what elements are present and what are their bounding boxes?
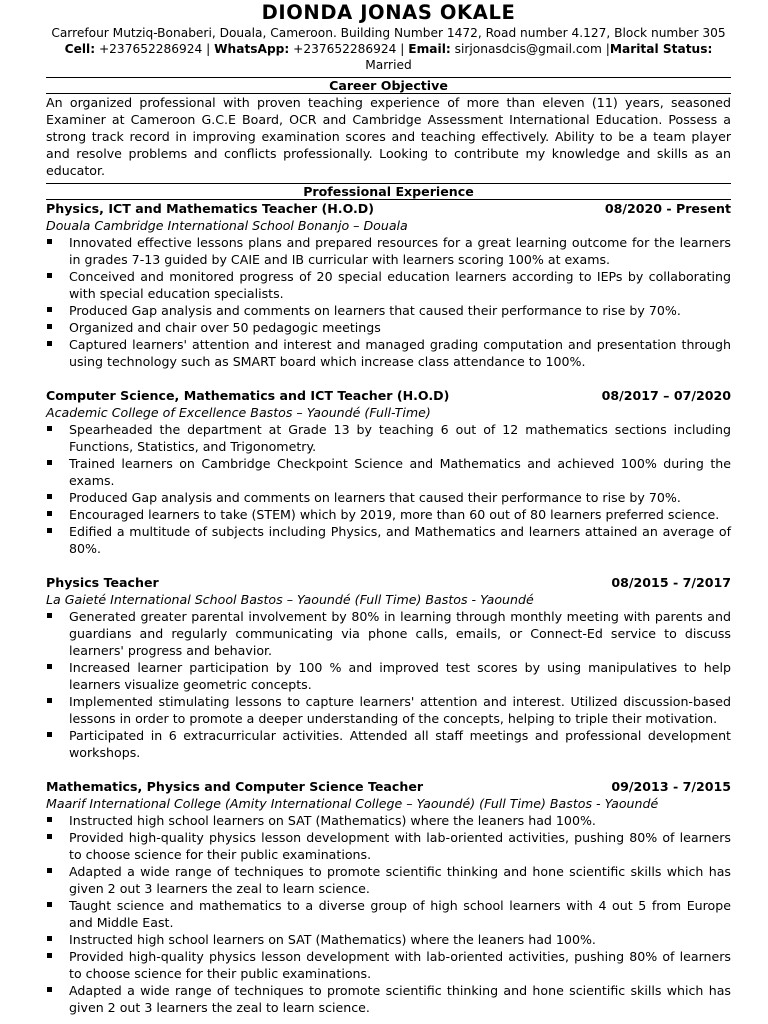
square-bullet-icon xyxy=(47,868,52,873)
bullet-item xyxy=(46,608,731,659)
bullet-text: Produced Gap analysis and comments on learners that caused their performance to rise by 70%. xyxy=(69,490,681,505)
job-title: Computer Science, Mathematics and ICT Teacher (H.O.D) xyxy=(46,388,450,403)
bullet-item xyxy=(46,948,731,982)
bullet-item xyxy=(46,268,731,302)
career-objective-text: An organized professional with proven teaching experience of more than eleven (11) years, seasoned Examiner at Cameroon G.C.E Board, OCR and Cambridge Assessment International Education. Possess a strong track record in improving examination scores and teaching effectively. Ability to be a team player and resolve problems and conflicts professionally. Looking to contribute my knowledge and skills as an educator. xyxy=(46,95,731,178)
cell-label: Cell: xyxy=(64,42,96,56)
square-bullet-icon xyxy=(47,324,52,329)
square-bullet-icon xyxy=(47,953,52,958)
contact-line xyxy=(46,41,731,73)
bullet-text: Adapted a wide range of techniques to promote scientific thinking and hone scientific skills which has given 2 out 3 learners the zeal to learn science. xyxy=(69,864,731,896)
bullet-text: Implemented stimulating lessons to capture learners' attention and interest. Utilized discussion-based lessons in order to promote a deeper understanding of the concepts, helping to triple their motivation. xyxy=(69,694,731,726)
bullet-item xyxy=(46,659,731,693)
bullet-item xyxy=(46,234,731,268)
job-bullets xyxy=(46,421,731,557)
bullet-item xyxy=(46,727,731,761)
bullet-text: Spearheaded the department at Grade 13 by teaching 6 out of 12 mathematics sections including Functions, Statistics, and Trigonometry. xyxy=(69,422,731,454)
bullet-item xyxy=(46,506,731,523)
bullet-item xyxy=(46,693,731,727)
job-header xyxy=(46,574,731,591)
square-bullet-icon xyxy=(47,936,52,941)
job-organization: Douala Cambridge International School Bonanjo – Douala xyxy=(46,218,408,233)
job-title: Mathematics, Physics and Computer Science Teacher xyxy=(46,779,424,794)
bullet-text: Conceived and monitored progress of 20 special education learners according to IEPs by collaborating with special education specialists. xyxy=(69,269,731,301)
square-bullet-icon xyxy=(47,460,52,465)
square-bullet-icon xyxy=(47,698,52,703)
address-line: Carrefour Mutziq-Bonaberi, Douala, Cameroon. Building Number 1472, Road number 4.127, Block number 305 xyxy=(51,26,726,40)
bullet-item xyxy=(46,812,731,829)
job-header xyxy=(46,778,731,795)
square-bullet-icon xyxy=(47,664,52,669)
square-bullet-icon xyxy=(47,902,52,907)
email-label: Email: xyxy=(408,42,451,56)
job-entry xyxy=(46,200,731,370)
bullet-item xyxy=(46,421,731,455)
bullet-text: Captured learners' attention and interest and managed grading computation and presentation through using technology such as SMART board which increase class attendance to 100%. xyxy=(69,337,731,369)
bullet-item xyxy=(46,455,731,489)
bullet-text: Innovated effective lessons plans and prepared resources for a great learning outcome for the learners in grades 7-13 guided by CAIE and IB curricular with learners scoring 100% at exams. xyxy=(69,235,731,267)
job-title: Physics Teacher xyxy=(46,575,159,590)
bullet-item xyxy=(46,319,731,336)
bullet-item xyxy=(46,336,731,370)
square-bullet-icon xyxy=(47,987,52,992)
bullet-item xyxy=(46,897,731,931)
bullet-item xyxy=(46,863,731,897)
marital-status-label: Marital Status: xyxy=(609,42,713,56)
bullet-text: Participated in 6 extracurricular activities. Attended all staff meetings and professional development workshops. xyxy=(69,728,731,760)
whatsapp-label: WhatsApp: xyxy=(214,42,290,56)
square-bullet-icon xyxy=(47,817,52,822)
bullet-text: Encouraged learners to take (STEM) which by 2019, more than 60 out of 80 learners preferred science. xyxy=(69,507,720,522)
email-value: sirjonasdcis@gmail.com | xyxy=(450,42,610,56)
bullet-text: Edified a multitude of subjects including Physics, and Mathematics and learners attained an average of 80%. xyxy=(69,524,731,556)
job-bullets xyxy=(46,608,731,761)
square-bullet-icon xyxy=(47,273,52,278)
job-title: Physics, ICT and Mathematics Teacher (H.O.D) xyxy=(46,201,375,216)
job-entry xyxy=(46,574,731,761)
bullet-text: Produced Gap analysis and comments on learners that caused their performance to rise by 70%. xyxy=(69,303,681,318)
bullet-item xyxy=(46,829,731,863)
job-entry xyxy=(46,387,731,557)
square-bullet-icon xyxy=(47,613,52,618)
job-bullets xyxy=(46,812,731,1016)
bullet-text: Provided high-quality physics lesson development with lab-oriented activities, pushing 80% of learners to choose science for their public examinations. xyxy=(69,830,731,862)
job-dates: 08/2015 - 7/2017 xyxy=(611,575,731,590)
bullet-item xyxy=(46,931,731,948)
bullet-text: Provided high-quality physics lesson development with lab-oriented activities, pushing 80% of learners to choose science for their public examinations. xyxy=(69,949,731,981)
job-dates: 08/2017 – 07/2020 xyxy=(601,388,731,403)
square-bullet-icon xyxy=(47,426,52,431)
bullet-item xyxy=(46,302,731,319)
jobs-list xyxy=(46,200,731,1016)
square-bullet-icon xyxy=(47,511,52,516)
square-bullet-icon xyxy=(47,307,52,312)
marital-status-value: Married xyxy=(365,58,412,72)
whatsapp-value: +237652286924 | xyxy=(289,42,409,56)
bullet-text: Organized and chair over 50 pedagogic meetings xyxy=(69,320,381,335)
bullet-text: Trained learners on Cambridge Checkpoint Science and Mathematics and achieved 100% during the exams. xyxy=(69,456,731,488)
square-bullet-icon xyxy=(47,239,52,244)
bullet-item xyxy=(46,523,731,557)
bullet-item xyxy=(46,489,731,506)
square-bullet-icon xyxy=(47,732,52,737)
bullet-text: Adapted a wide range of techniques to promote scientific thinking and hone scientific skills which has given 2 out 3 learners the zeal to learn science. xyxy=(69,983,731,1015)
job-bullets xyxy=(46,234,731,370)
cell-value: +237652286924 | xyxy=(95,42,215,56)
bullet-text: Taught science and mathematics to a diverse group of high school learners with 4 out 5 from Europe and Middle East. xyxy=(69,898,731,930)
job-header xyxy=(46,200,731,217)
career-objective-heading: Career Objective xyxy=(46,77,731,94)
candidate-name: DIONDA JONAS OKALE xyxy=(261,1,516,24)
job-header xyxy=(46,387,731,404)
square-bullet-icon xyxy=(47,494,52,499)
job-organization: Maarif International College (Amity International College – Yaoundé) (Full Time) Bastos - Yaoundé xyxy=(46,796,659,811)
bullet-text: Instructed high school learners on SAT (Mathematics) where the leaners had 100%. xyxy=(69,932,596,947)
bullet-text: Increased learner participation by 100 % and improved test scores by using manipulatives to help learners visualize geometric concepts. xyxy=(69,660,731,692)
bullet-text: Instructed high school learners on SAT (Mathematics) where the leaners had 100%. xyxy=(69,813,596,828)
job-entry xyxy=(46,778,731,1016)
job-dates: 09/2013 - 7/2015 xyxy=(611,779,731,794)
bullet-text: Generated greater parental involvement by 80% in learning through monthly meeting with parents and guardians and regularly communicating via phone calls, emails, or Connect-Ed service to discuss learners' progress and behavior. xyxy=(69,609,731,658)
job-organization: Academic College of Excellence Bastos – Yaoundé (Full-Time) xyxy=(46,405,431,420)
professional-experience-heading: Professional Experience xyxy=(46,183,731,200)
job-organization: La Gaieté International School Bastos – Yaoundé (Full Time) Bastos - Yaoundé xyxy=(46,592,534,607)
square-bullet-icon xyxy=(47,528,52,533)
bullet-item xyxy=(46,982,731,1016)
square-bullet-icon xyxy=(47,341,52,346)
job-dates: 08/2020 - Present xyxy=(604,201,731,216)
square-bullet-icon xyxy=(47,834,52,839)
